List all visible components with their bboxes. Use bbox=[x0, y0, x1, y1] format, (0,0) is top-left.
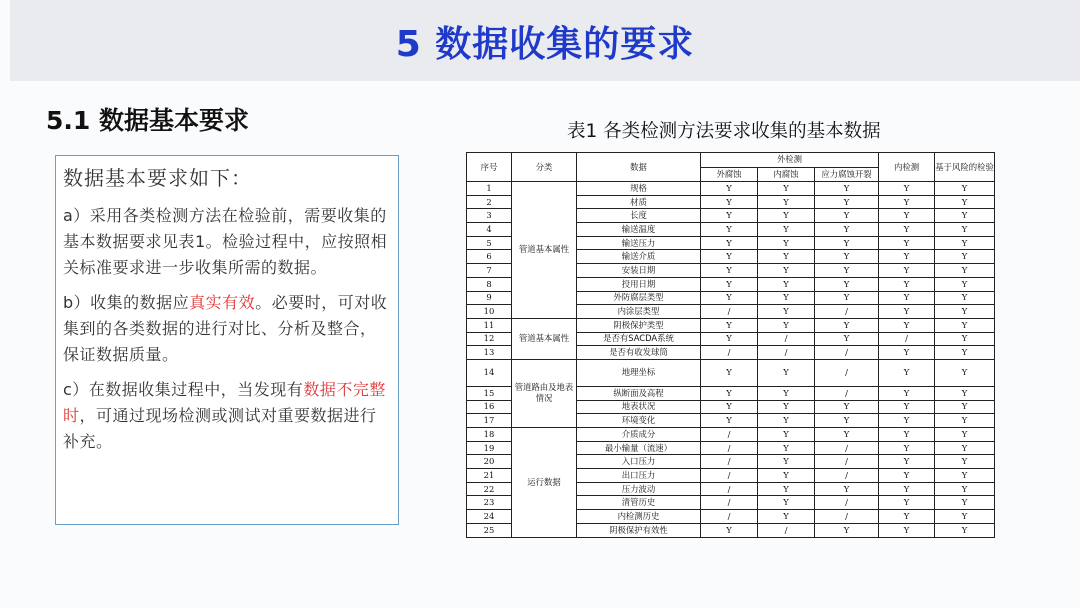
cell-mark: Y bbox=[758, 455, 815, 469]
cell-mark: Y bbox=[815, 482, 879, 496]
cell-mark: Y bbox=[815, 195, 879, 209]
cell-mark: Y bbox=[701, 400, 758, 414]
cell-mark: Y bbox=[935, 414, 995, 428]
cell-mark: / bbox=[701, 482, 758, 496]
header-category: 分类 bbox=[512, 153, 577, 182]
cell-mark: Y bbox=[935, 195, 995, 209]
cell-data: 地理坐标 bbox=[577, 359, 701, 386]
cell-mark: Y bbox=[935, 318, 995, 332]
cell-mark: Y bbox=[879, 195, 935, 209]
cell-mark: Y bbox=[758, 441, 815, 455]
cell-mark: Y bbox=[758, 428, 815, 442]
cell-mark: Y bbox=[879, 277, 935, 291]
paragraph-a: a）采用各类检测方法在检验前，需要收集的基本数据要求见表1。检验过程中，应按照相关标准要求进一步收集所需的数据。 bbox=[63, 206, 388, 277]
title-banner bbox=[10, 0, 1080, 81]
cell-data: 长度 bbox=[577, 209, 701, 223]
cell-no: 8 bbox=[467, 277, 512, 291]
header-stress-crack: 应力腐蚀开裂 bbox=[815, 167, 879, 182]
cell-mark: Y bbox=[758, 318, 815, 332]
table-body bbox=[467, 182, 995, 538]
cell-no: 2 bbox=[467, 195, 512, 209]
cell-mark: Y bbox=[701, 318, 758, 332]
cell-no: 20 bbox=[467, 455, 512, 469]
cell-mark: Y bbox=[935, 482, 995, 496]
cell-no: 7 bbox=[467, 264, 512, 278]
cell-mark: Y bbox=[935, 386, 995, 400]
cell-mark: Y bbox=[701, 264, 758, 278]
cell-data: 内涂层类型 bbox=[577, 305, 701, 319]
cell-data: 安装日期 bbox=[577, 264, 701, 278]
cell-category: 管道路由及地表情况 bbox=[512, 359, 577, 427]
cell-mark: Y bbox=[879, 223, 935, 237]
cell-mark: Y bbox=[701, 386, 758, 400]
cell-mark: Y bbox=[935, 264, 995, 278]
header-risk-based: 基于风险的检验 bbox=[935, 153, 995, 182]
cell-mark: Y bbox=[815, 209, 879, 223]
cell-data: 是否有SACDA系统 bbox=[577, 332, 701, 346]
cell-mark: Y bbox=[701, 414, 758, 428]
cell-mark: Y bbox=[701, 332, 758, 346]
cell-mark: Y bbox=[758, 209, 815, 223]
cell-mark: Y bbox=[815, 182, 879, 196]
cell-mark: Y bbox=[935, 510, 995, 524]
cell-mark: Y bbox=[935, 400, 995, 414]
cell-mark: / bbox=[701, 496, 758, 510]
cell-mark: Y bbox=[935, 250, 995, 264]
cell-data: 入口压力 bbox=[577, 455, 701, 469]
cell-mark: Y bbox=[879, 209, 935, 223]
cell-data: 环境变化 bbox=[577, 414, 701, 428]
cell-mark: Y bbox=[935, 209, 995, 223]
cell-data: 纵断面及高程 bbox=[577, 386, 701, 400]
cell-mark: Y bbox=[758, 291, 815, 305]
cell-mark: Y bbox=[879, 482, 935, 496]
cell-mark: Y bbox=[815, 318, 879, 332]
cell-mark: Y bbox=[701, 209, 758, 223]
cell-no: 5 bbox=[467, 236, 512, 250]
paragraph-c-highlight: 数据不完整时 bbox=[63, 380, 386, 425]
cell-mark: / bbox=[758, 523, 815, 537]
cell-mark: Y bbox=[879, 496, 935, 510]
cell-mark: / bbox=[815, 359, 879, 386]
cell-mark: Y bbox=[701, 250, 758, 264]
cell-no: 18 bbox=[467, 428, 512, 442]
cell-mark: Y bbox=[935, 496, 995, 510]
cell-no: 1 bbox=[467, 182, 512, 196]
cell-category: 运行数据 bbox=[512, 428, 577, 538]
paragraph-b-text: b）收集的数据应 bbox=[63, 293, 190, 312]
cell-no: 15 bbox=[467, 386, 512, 400]
cell-mark: / bbox=[815, 510, 879, 524]
paragraph-c-text: c）在数据收集过程中，当发现有 bbox=[63, 380, 304, 399]
table-row bbox=[467, 182, 995, 196]
cell-mark: Y bbox=[758, 469, 815, 483]
cell-data: 材质 bbox=[577, 195, 701, 209]
cell-mark: Y bbox=[879, 428, 935, 442]
cell-mark: Y bbox=[935, 359, 995, 386]
cell-mark: Y bbox=[935, 523, 995, 537]
cell-data: 阴极保护有效性 bbox=[577, 523, 701, 537]
cell-mark: Y bbox=[701, 291, 758, 305]
requirements-textbox bbox=[55, 155, 399, 525]
cell-mark: Y bbox=[758, 414, 815, 428]
cell-data: 地表状况 bbox=[577, 400, 701, 414]
cell-mark: Y bbox=[935, 441, 995, 455]
cell-mark: Y bbox=[935, 428, 995, 442]
cell-mark: Y bbox=[758, 250, 815, 264]
cell-mark: / bbox=[815, 496, 879, 510]
cell-mark: Y bbox=[879, 305, 935, 319]
cell-mark: / bbox=[815, 346, 879, 360]
cell-mark: Y bbox=[815, 291, 879, 305]
cell-mark: / bbox=[701, 305, 758, 319]
cell-mark: Y bbox=[879, 346, 935, 360]
cell-mark: Y bbox=[815, 332, 879, 346]
paragraph-c-text-end: ，可通过现场检测或测试对重要数据进行补充。 bbox=[63, 406, 377, 451]
cell-mark: Y bbox=[758, 359, 815, 386]
cell-no: 21 bbox=[467, 469, 512, 483]
cell-data: 清管历史 bbox=[577, 496, 701, 510]
cell-mark: / bbox=[815, 386, 879, 400]
data-requirements-table bbox=[466, 152, 995, 538]
cell-mark: Y bbox=[879, 455, 935, 469]
cell-mark: Y bbox=[879, 469, 935, 483]
cell-mark: Y bbox=[701, 195, 758, 209]
cell-mark: Y bbox=[879, 236, 935, 250]
cell-data: 输送压力 bbox=[577, 236, 701, 250]
cell-no: 12 bbox=[467, 332, 512, 346]
cell-no: 25 bbox=[467, 523, 512, 537]
cell-mark: Y bbox=[935, 236, 995, 250]
cell-mark: Y bbox=[935, 332, 995, 346]
cell-mark: Y bbox=[758, 386, 815, 400]
cell-mark: Y bbox=[879, 386, 935, 400]
cell-no: 6 bbox=[467, 250, 512, 264]
section-heading: 5.1 数据基本要求 bbox=[46, 106, 249, 135]
cell-mark: / bbox=[758, 346, 815, 360]
cell-category: 管道基本属性 bbox=[512, 182, 577, 319]
cell-mark: Y bbox=[935, 469, 995, 483]
header-data: 数据 bbox=[577, 153, 701, 182]
cell-data: 阴极保护类型 bbox=[577, 318, 701, 332]
cell-mark: Y bbox=[879, 182, 935, 196]
cell-mark: Y bbox=[879, 291, 935, 305]
cell-mark: Y bbox=[758, 305, 815, 319]
header-ext-corrosion: 外腐蚀 bbox=[701, 167, 758, 182]
cell-mark: Y bbox=[758, 510, 815, 524]
paragraph-b-highlight: 真实有效 bbox=[189, 293, 256, 312]
paragraph-c bbox=[63, 377, 390, 455]
slide-title: 5 数据收集的要求 bbox=[395, 24, 695, 65]
cell-mark: Y bbox=[815, 264, 879, 278]
cell-mark: Y bbox=[701, 236, 758, 250]
textbox-heading: 数据基本要求如下： bbox=[63, 166, 252, 190]
cell-data: 是否有收发球筒 bbox=[577, 346, 701, 360]
cell-mark: Y bbox=[758, 223, 815, 237]
cell-mark: Y bbox=[815, 277, 879, 291]
cell-mark: Y bbox=[935, 182, 995, 196]
paragraph-b-text-end: 。必要时，可对收集到的各类数据的进行对比、分析及整合，保证数据质量。 bbox=[63, 293, 388, 364]
header-no: 序号 bbox=[467, 153, 512, 182]
cell-mark: Y bbox=[758, 277, 815, 291]
cell-mark: Y bbox=[879, 523, 935, 537]
header-external: 外检测 bbox=[701, 153, 879, 168]
cell-no: 17 bbox=[467, 414, 512, 428]
cell-mark: Y bbox=[879, 400, 935, 414]
cell-mark: Y bbox=[879, 359, 935, 386]
cell-mark: / bbox=[815, 441, 879, 455]
cell-mark: / bbox=[815, 455, 879, 469]
cell-mark: Y bbox=[935, 277, 995, 291]
cell-mark: Y bbox=[879, 250, 935, 264]
cell-mark: Y bbox=[815, 250, 879, 264]
cell-mark: Y bbox=[935, 346, 995, 360]
cell-mark: Y bbox=[758, 482, 815, 496]
cell-no: 23 bbox=[467, 496, 512, 510]
cell-mark: Y bbox=[815, 236, 879, 250]
cell-no: 16 bbox=[467, 400, 512, 414]
cell-mark: / bbox=[701, 510, 758, 524]
cell-no: 13 bbox=[467, 346, 512, 360]
cell-mark: Y bbox=[758, 264, 815, 278]
cell-data: 内检测历史 bbox=[577, 510, 701, 524]
cell-mark: / bbox=[758, 332, 815, 346]
cell-mark: Y bbox=[935, 305, 995, 319]
cell-mark: Y bbox=[701, 277, 758, 291]
cell-data: 投用日期 bbox=[577, 277, 701, 291]
cell-mark: Y bbox=[815, 400, 879, 414]
cell-mark: Y bbox=[701, 182, 758, 196]
header-inline: 内检测 bbox=[879, 153, 935, 182]
table-caption: 表1 各类检测方法要求收集的基本数据 bbox=[567, 121, 881, 142]
cell-data: 压力波动 bbox=[577, 482, 701, 496]
cell-mark: Y bbox=[879, 441, 935, 455]
cell-mark: / bbox=[701, 455, 758, 469]
table-row bbox=[467, 428, 995, 442]
cell-mark: Y bbox=[879, 510, 935, 524]
cell-no: 10 bbox=[467, 305, 512, 319]
paragraph-b bbox=[63, 290, 390, 368]
cell-mark: / bbox=[701, 441, 758, 455]
cell-mark: Y bbox=[879, 414, 935, 428]
cell-mark: / bbox=[701, 428, 758, 442]
cell-mark: Y bbox=[758, 236, 815, 250]
cell-data: 外防腐层类型 bbox=[577, 291, 701, 305]
cell-mark: / bbox=[879, 332, 935, 346]
cell-mark: Y bbox=[879, 318, 935, 332]
cell-no: 19 bbox=[467, 441, 512, 455]
cell-data: 介质成分 bbox=[577, 428, 701, 442]
cell-mark: Y bbox=[758, 400, 815, 414]
cell-mark: / bbox=[701, 469, 758, 483]
cell-mark: Y bbox=[701, 523, 758, 537]
table-row bbox=[467, 359, 995, 386]
cell-no: 14 bbox=[467, 359, 512, 386]
cell-no: 3 bbox=[467, 209, 512, 223]
cell-data: 最小输量（流速） bbox=[577, 441, 701, 455]
cell-no: 9 bbox=[467, 291, 512, 305]
cell-mark: Y bbox=[701, 223, 758, 237]
cell-mark: Y bbox=[758, 195, 815, 209]
cell-mark: Y bbox=[815, 414, 879, 428]
cell-no: 11 bbox=[467, 318, 512, 332]
cell-data: 输送温度 bbox=[577, 223, 701, 237]
cell-mark: Y bbox=[701, 359, 758, 386]
cell-mark: Y bbox=[935, 223, 995, 237]
cell-mark: Y bbox=[758, 182, 815, 196]
cell-mark: Y bbox=[815, 428, 879, 442]
cell-mark: Y bbox=[935, 291, 995, 305]
cell-category: 管道基本属性 bbox=[512, 318, 577, 359]
cell-mark: Y bbox=[758, 496, 815, 510]
cell-no: 24 bbox=[467, 510, 512, 524]
cell-mark: Y bbox=[935, 455, 995, 469]
cell-no: 22 bbox=[467, 482, 512, 496]
cell-data: 规格 bbox=[577, 182, 701, 196]
cell-no: 4 bbox=[467, 223, 512, 237]
cell-mark: / bbox=[701, 346, 758, 360]
header-int-corrosion: 内腐蚀 bbox=[758, 167, 815, 182]
table-row bbox=[467, 318, 995, 332]
cell-mark: Y bbox=[879, 264, 935, 278]
cell-data: 出口压力 bbox=[577, 469, 701, 483]
cell-mark: Y bbox=[815, 523, 879, 537]
cell-mark: / bbox=[815, 305, 879, 319]
cell-mark: Y bbox=[815, 223, 879, 237]
cell-data: 输送介质 bbox=[577, 250, 701, 264]
cell-mark: / bbox=[815, 469, 879, 483]
